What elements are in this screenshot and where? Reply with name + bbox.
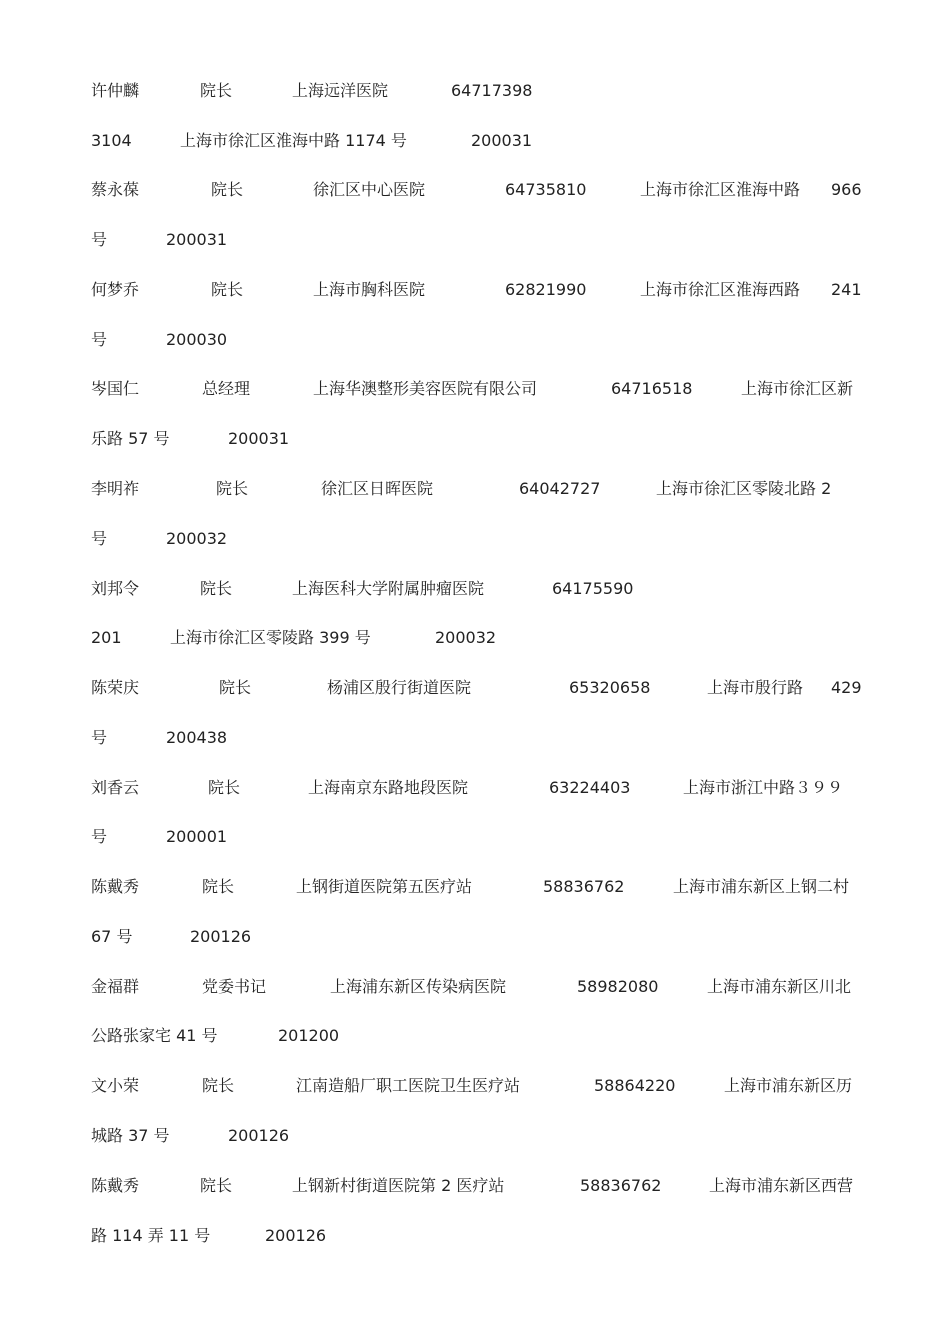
postcode: 200126: [228, 1126, 290, 1145]
phone: 62821990: [505, 280, 587, 299]
contact-name: 文小荣: [91, 1076, 140, 1095]
text-line: [0, 1124, 950, 1148]
phone: 64716518: [611, 379, 693, 398]
address-continued: 路 114 弄 11 号: [91, 1226, 211, 1245]
text-line: [0, 1224, 950, 1248]
text-line: [0, 875, 950, 899]
address-suffix: 号: [91, 728, 108, 747]
contact-title: 院长: [202, 1076, 235, 1095]
contact-name: 何梦乔: [91, 280, 140, 299]
phone: 65320658: [569, 678, 651, 697]
contact-title: 院长: [219, 678, 252, 697]
text-line: [0, 1174, 950, 1198]
contact-name: 蔡永葆: [91, 180, 140, 199]
text-line: [0, 427, 950, 451]
contact-name: 金福群: [91, 977, 140, 996]
address-continued: 67 号: [91, 927, 133, 946]
text-line: [0, 676, 950, 700]
address-suffix: 号: [91, 529, 108, 548]
text-line: [0, 278, 950, 302]
address: 上海市浦东新区西营: [709, 1176, 854, 1195]
address-suffix: 号: [91, 827, 108, 846]
contact-name: 陈荣庆: [91, 678, 140, 697]
text-line: [0, 178, 950, 202]
contact-title: 院长: [200, 579, 233, 598]
organization: 徐汇区日晖医院: [321, 479, 434, 498]
text-line: [0, 1074, 950, 1098]
address-suffix: 号: [91, 330, 108, 349]
address-suffix: 号: [91, 230, 108, 249]
organization: 上海医科大学附属肿瘤医院: [292, 579, 485, 598]
text-line: [0, 228, 950, 252]
address-number: 966: [831, 180, 862, 199]
postcode: 201200: [278, 1026, 340, 1045]
postcode: 200031: [166, 230, 228, 249]
contact-title: 院长: [211, 180, 244, 199]
organization: 上海市胸科医院: [313, 280, 426, 299]
contact-title: 总经理: [202, 379, 251, 398]
organization: 上海浦东新区传染病医院: [330, 977, 507, 996]
address-continued: 公路张家宅 41 号: [91, 1026, 218, 1045]
contact-name: 刘香云: [91, 778, 140, 797]
text-line: [0, 726, 950, 750]
contact-title: 院长: [202, 877, 235, 896]
address: 上海市浙江中路３９９: [683, 778, 844, 797]
phone: 64717398: [451, 81, 533, 100]
contact-name: 陈戴秀: [91, 1176, 140, 1195]
organization: 上钢新村街道医院第 2 医疗站: [292, 1176, 505, 1195]
phone: 58836762: [543, 877, 625, 896]
text-line: [0, 975, 950, 999]
phone: 58864220: [594, 1076, 676, 1095]
address: 上海市徐汇区零陵北路 2: [656, 479, 832, 498]
contact-title: 院长: [208, 778, 241, 797]
contact-name: 李明祚: [91, 479, 140, 498]
organization: 上海远洋医院: [292, 81, 389, 100]
postcode: 200126: [190, 927, 252, 946]
postcode: 200001: [166, 827, 228, 846]
address: 上海市殷行路: [707, 678, 804, 697]
postcode: 200032: [166, 529, 228, 548]
address: 上海市徐汇区淮海中路 1174 号: [180, 131, 407, 150]
organization: 上海南京东路地段医院: [308, 778, 469, 797]
address: 上海市浦东新区历: [724, 1076, 853, 1095]
phone: 58836762: [580, 1176, 662, 1195]
phone-extension: 3104: [91, 131, 132, 150]
postcode: 200031: [228, 429, 290, 448]
text-line: [0, 377, 950, 401]
organization: 徐汇区中心医院: [313, 180, 426, 199]
address: 上海市徐汇区淮海中路: [640, 180, 801, 199]
text-line: [0, 626, 950, 650]
phone: 64042727: [519, 479, 601, 498]
text-line: [0, 79, 950, 103]
address: 上海市徐汇区零陵路 399 号: [170, 628, 371, 647]
address: 上海市徐汇区淮海西路: [640, 280, 801, 299]
postcode: 200030: [166, 330, 228, 349]
postcode: 200032: [435, 628, 497, 647]
address: 上海市浦东新区上钢二村: [673, 877, 850, 896]
phone-extension: 201: [91, 628, 122, 647]
address-number: 429: [831, 678, 862, 697]
contact-title: 院长: [200, 81, 233, 100]
postcode: 200126: [265, 1226, 327, 1245]
organization: 杨浦区殷行街道医院: [327, 678, 472, 697]
address-continued: 乐路 57 号: [91, 429, 170, 448]
address: 上海市浦东新区川北: [707, 977, 852, 996]
text-line: [0, 1024, 950, 1048]
text-line: [0, 925, 950, 949]
phone: 64175590: [552, 579, 634, 598]
phone: 63224403: [549, 778, 631, 797]
contact-title: 院长: [200, 1176, 233, 1195]
contact-name: 岑国仁: [91, 379, 140, 398]
text-line: [0, 129, 950, 153]
phone: 58982080: [577, 977, 659, 996]
contact-name: 许仲麟: [91, 81, 140, 100]
address-number: 241: [831, 280, 862, 299]
contact-name: 陈戴秀: [91, 877, 140, 896]
organization: 上海华澳整形美容医院有限公司: [313, 379, 538, 398]
phone: 64735810: [505, 180, 587, 199]
postcode: 200438: [166, 728, 228, 747]
text-line: [0, 328, 950, 352]
text-line: [0, 477, 950, 501]
postcode: 200031: [471, 131, 533, 150]
contact-title: 党委书记: [202, 977, 267, 996]
contact-name: 刘邦令: [91, 579, 140, 598]
text-line: [0, 577, 950, 601]
organization: 上钢街道医院第五医疗站: [296, 877, 473, 896]
contact-title: 院长: [216, 479, 249, 498]
text-line: [0, 776, 950, 800]
address: 上海市徐汇区新: [741, 379, 854, 398]
address-continued: 城路 37 号: [91, 1126, 170, 1145]
contact-title: 院长: [211, 280, 244, 299]
text-line: [0, 825, 950, 849]
organization: 江南造船厂职工医院卫生医疗站: [296, 1076, 521, 1095]
text-line: [0, 527, 950, 551]
